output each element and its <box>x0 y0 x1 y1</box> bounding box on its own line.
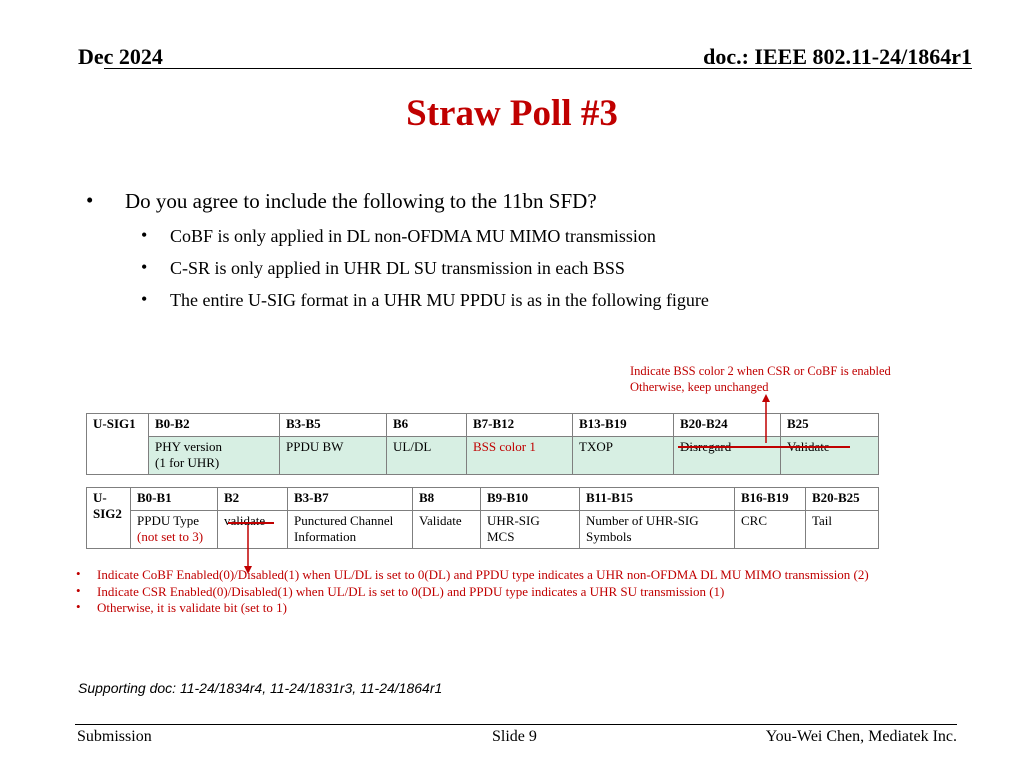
usig2-cell: PPDU Type (not set to 3) <box>131 511 218 549</box>
footer-rule <box>75 724 957 725</box>
ppdu-type-note: (not set to 3) <box>137 529 204 544</box>
bullet-dot: • <box>76 566 81 581</box>
usig1-cell: Validate <box>781 437 879 475</box>
header-date: Dec 2024 <box>78 44 163 69</box>
note-line: Indicate CSR Enabled(0)/Disabled(1) when UL/DL is set to 0(DL) and PPDU type indicates a UHR SU transmission (1) <box>97 584 725 599</box>
usig1-cell: UL/DL <box>387 437 467 475</box>
usig2-cell: validate <box>218 511 288 549</box>
note-line: Otherwise, it is validate bit (set to 1) <box>97 600 287 615</box>
annotation-line: Indicate BSS color 2 when CSR or CoBF is enabled <box>630 364 891 378</box>
usig1-cell: TXOP <box>573 437 674 475</box>
footer-submission: Submission <box>77 728 152 745</box>
usig2-header: B0-B1 <box>131 488 218 511</box>
usig1-header: B20-B24 <box>674 414 781 437</box>
bullet-dot: • <box>141 289 148 309</box>
usig2-cell: Validate <box>413 511 481 549</box>
usig2-header: B11-B15 <box>580 488 735 511</box>
bullet-dot: • <box>86 188 94 212</box>
usig2-cell: CRC <box>735 511 806 549</box>
footer-slide-number: Slide 9 <box>492 728 537 745</box>
note-line: Indicate CoBF Enabled(0)/Disabled(1) when UL/DL is set to 0(DL) and PPDU type indicates a UHR non-OFDMA DL MU MIMO transmission (2) <box>97 567 869 582</box>
up-arrow-head <box>762 394 770 402</box>
usig1-header: B13-B19 <box>573 414 674 437</box>
usig1-header: B3-B5 <box>280 414 387 437</box>
usig1-header: B7-B12 <box>467 414 573 437</box>
bullet-dot: • <box>76 583 81 598</box>
slide-title: Straw Poll #3 <box>406 93 618 134</box>
usig2-cell: UHR-SIG MCS <box>481 511 580 549</box>
usig1-header: B0-B2 <box>149 414 280 437</box>
usig2-header: B3-B7 <box>288 488 413 511</box>
sub-item: The entire U-SIG format in a UHR MU PPDU is as in the following figure <box>170 290 709 310</box>
question-text: Do you agree to include the following to the 11bn SFD? <box>125 189 597 213</box>
usig1-header: B6 <box>387 414 467 437</box>
usig2-header: B2 <box>218 488 288 511</box>
usig1-label: U-SIG1 <box>87 414 149 475</box>
footer-author: You-Wei Chen, Mediatek Inc. <box>765 728 957 745</box>
bullet-dot: • <box>141 257 148 277</box>
bullet-dot: • <box>141 225 148 245</box>
usig2-cell: Punctured Channel Information <box>288 511 413 549</box>
usig1-cell: BSS color 1 <box>467 437 573 475</box>
usig1-cell: Disregard <box>674 437 781 475</box>
sub-item: CoBF is only applied in DL non-OFDMA MU MIMO transmission <box>170 226 656 246</box>
supporting-docs: Supporting doc: 11-24/1834r4, 11-24/1831r3, 11-24/1864r1 <box>78 680 443 696</box>
usig2-cell: Number of UHR-SIG Symbols <box>580 511 735 549</box>
usig2-cell: Tail <box>806 511 879 549</box>
usig1-header: B25 <box>781 414 879 437</box>
header-doc-id: doc.: IEEE 802.11-24/1864r1 <box>703 44 972 69</box>
annotation-line: Otherwise, keep unchanged <box>630 380 769 394</box>
usig2-header: B16-B19 <box>735 488 806 511</box>
bullet-dot: • <box>76 599 81 614</box>
usig1-cell: PHY version (1 for UHR) <box>149 437 280 475</box>
sub-item: C-SR is only applied in UHR DL SU transmission in each BSS <box>170 258 625 278</box>
usig2-header: B20-B25 <box>806 488 879 511</box>
usig2-label: U- SIG2 <box>87 488 131 549</box>
usig2-header: B9-B10 <box>481 488 580 511</box>
usig1-cell: PPDU BW <box>280 437 387 475</box>
usig2-header: B8 <box>413 488 481 511</box>
